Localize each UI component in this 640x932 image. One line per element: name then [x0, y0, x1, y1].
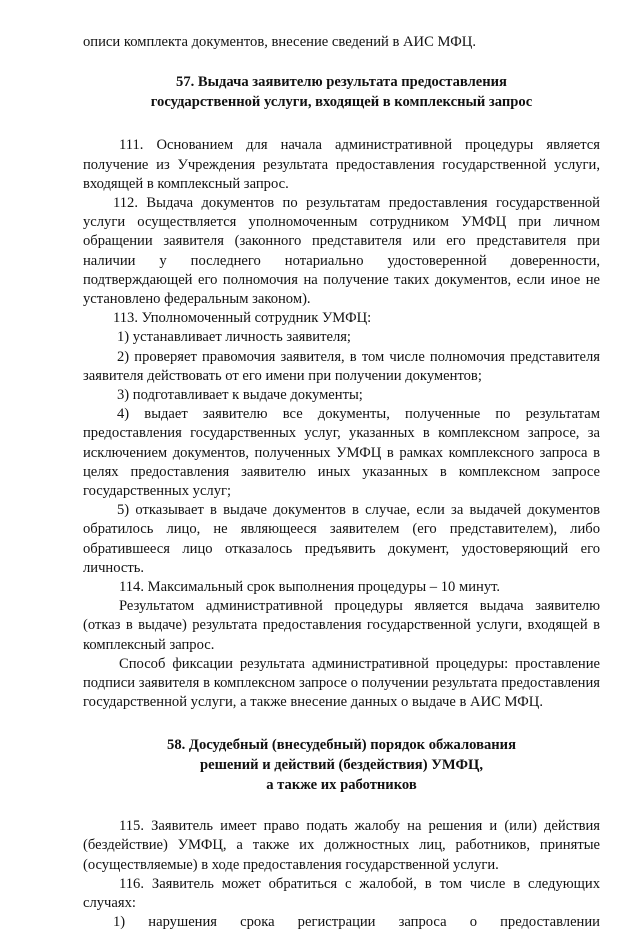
list-item-3: 3) подготавливает к выдаче документы; — [117, 387, 363, 404]
intro-paragraph: описи комплекта документов, внесение сведений в АИС МФЦ. — [83, 34, 476, 50]
list-item-4: 4) выдает заявителю все документы, полученные по результатам предоставления государственных услуг, указанных в комплексном запросе, за исключением документов, полученных УМФЦ в рамках комплексного запроса в целях предоставления заявителю иных указанных в комплексном запросе государственных услуг; — [83, 406, 600, 500]
paragraph-112: 112. Выдача документов по результатам предоставления государственной услуги осуществляется уполномоченным сотрудником УМФЦ при личном обращении заявителя (законного представителя или его представителя при наличии у последнего нотариально удостоверенной доверенности, подтверждающей его полномочия на получение таких документов, если иное не установлено федеральным законом). — [83, 195, 600, 308]
list-item-5: 5) отказывает в выдаче документов в случае, если за выдачей документов обратилось лицо, не являющееся заявителем (его представителем), либо обратившееся лицо отказалось предъявить документ, удостоверяющий его личность. — [83, 502, 600, 576]
list-item-2: 2) проверяет правомочия заявителя, в том числе полномочия представителя заявителя действовать от его имени при получении документов; — [83, 348, 600, 384]
paragraph-111: 111. Основанием для начала административной процедуры является получение из Учреждения результата предоставления государственной услуги, входящей в комплексный запрос. — [83, 137, 600, 192]
complaint-item-1: 1) нарушения срока регистрации запроса о предоставлении — [113, 914, 600, 931]
section-57-heading-line-2: государственной услуги, входящей в комплексный запрос — [150, 93, 533, 110]
fixation-paragraph: Способ фиксации результата административной процедуры: проставление подписи заявителя в комплексном запросе о получении результата предоставления государственной услуги, а также внесение данных о выдаче в АИС МФЦ. — [83, 655, 600, 711]
paragraph-114: 114. Максимальный срок выполнения процедуры – 10 минут. — [119, 579, 501, 596]
paragraph-113: 113. Уполномоченный сотрудник УМФЦ: — [113, 310, 372, 327]
section-58-heading-line-1: 58. Досудебный (внесудебный) порядок обжалования — [167, 737, 516, 754]
paragraph-115: 115. Заявитель имеет право подать жалобу на решения и (или) действия (бездействие) УМФЦ, а также их должностных лиц, работников, принятые (осуществляемые) в ходе предоставления государственной услуги. — [83, 818, 600, 873]
section-58-heading-line-2: решений и действий (бездействия) УМФЦ, — [199, 757, 484, 774]
section-57-heading-line-1: 57. Выдача заявителю результата предоставления — [176, 74, 507, 91]
section-57-heading — [83, 73, 600, 112]
section-58-heading-line-3: а также их работников — [266, 776, 417, 793]
section-58-heading — [83, 736, 600, 795]
result-paragraph: Результатом административной процедуры является выдача заявителю (отказ в выдаче) результата предоставления государственной услуги, входящей в комплексный запрос. — [83, 598, 600, 653]
document-page — [83, 33, 600, 932]
list-item-1: 1) устанавливает личность заявителя; — [117, 329, 351, 346]
paragraph-116: 116. Заявитель может обратиться с жалобой, в том числе в следующих случаях: — [83, 875, 600, 912]
